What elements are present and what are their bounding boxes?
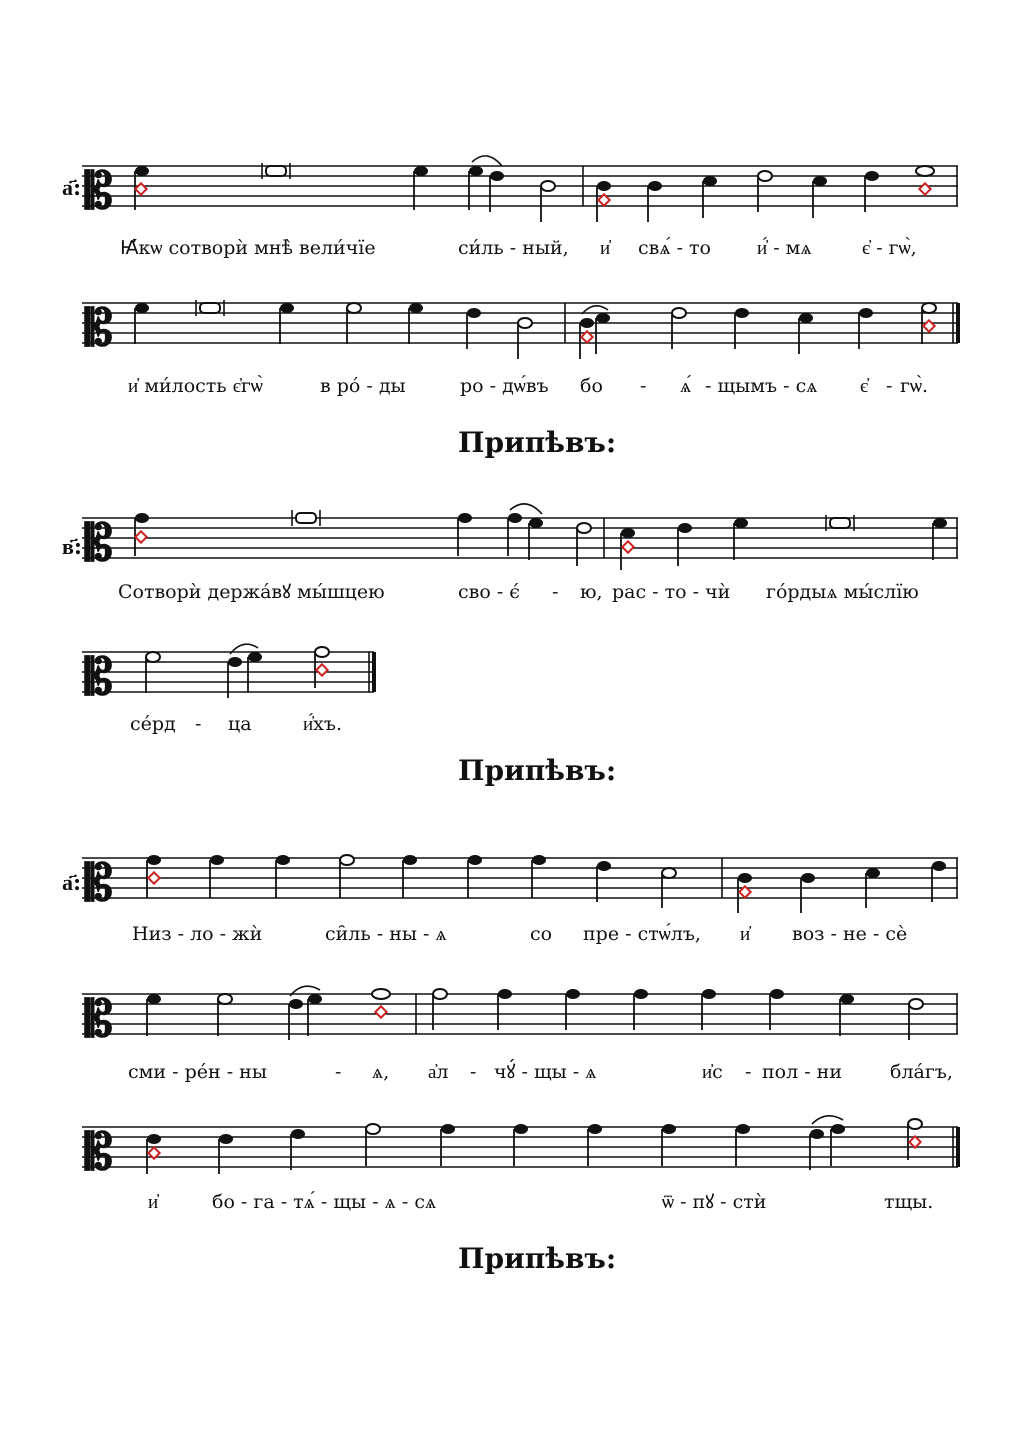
lyric-syllable: є҆ - гѡ̀, — [862, 237, 917, 259]
lyrics-line — [118, 581, 919, 603]
lyric-syllable: бла́гъ, — [890, 1061, 953, 1083]
lyric-syllable: и҆ — [148, 1191, 159, 1213]
lyric-syllable: - щымъ - сѧ — [705, 375, 818, 397]
alto-clef-icon: 𝄡 — [85, 298, 113, 357]
lyric-syllable: ю, — [580, 581, 603, 603]
lyric-syllable: и҆ — [600, 237, 611, 259]
section-number: в҃: — [62, 534, 83, 560]
lyric-syllable: ро - дѡ́въ — [460, 375, 549, 397]
notes — [147, 855, 946, 913]
lyric-syllable: тщы. — [884, 1191, 934, 1213]
lyric-syllable: си̑ль - ны - ѧ — [325, 923, 447, 945]
lyric-syllable: - — [552, 581, 559, 603]
alto-clef-icon: 𝄡 — [85, 989, 113, 1048]
lyric-syllable: ѿ - пꙋ - стѝ — [662, 1191, 767, 1213]
lyric-syllable: Низ - ло - жѝ — [132, 923, 263, 945]
lyric-syllable: - — [335, 1061, 342, 1083]
lyric-syllable: а҆л — [428, 1061, 449, 1083]
section-number: а҃: — [62, 870, 82, 896]
lyric-syllable: - — [640, 375, 647, 397]
refrain-label: Припѣвъ: — [458, 426, 617, 459]
staff-system-2 — [82, 298, 958, 397]
lyric-syllable: и҆́ - мѧ — [757, 237, 812, 259]
alto-clef-icon: 𝄡 — [85, 513, 113, 572]
section-number: а҃: — [62, 175, 82, 201]
alto-clef-icon: 𝄡 — [85, 853, 113, 912]
lyric-syllable: пре - стѡ́лъ, — [583, 923, 701, 945]
lyric-syllable: и҆ — [740, 923, 751, 945]
lyric-syllable: пол - ни — [762, 1061, 842, 1083]
staff-system-6 — [82, 986, 958, 1083]
lyric-syllable: воз - не - сѐ — [792, 923, 908, 945]
lyric-syllable: рас - то - чѝ — [612, 581, 731, 603]
lyric-syllable: и҆́хъ. — [303, 713, 343, 735]
lyric-syllable: - — [886, 375, 893, 397]
lyric-syllable: сво - є́ — [458, 581, 520, 603]
lyric-syllable: в ро́ - ды — [320, 375, 406, 397]
lyric-syllable: го́рдыѧ мы́слїю — [766, 581, 919, 603]
lyric-syllable: бо - га - тѧ́ - щы - ѧ - сѧ — [212, 1191, 437, 1213]
refrain-label: Припѣвъ: — [458, 754, 617, 787]
lyrics-line — [128, 375, 928, 397]
lyrics-line — [120, 237, 917, 259]
lyric-syllable: си́ль - ный, — [458, 237, 569, 259]
lyric-syllable: є҆ — [860, 375, 869, 397]
alto-clef-icon: 𝄡 — [85, 647, 113, 706]
lyrics-line — [132, 923, 907, 945]
lyrics-line — [148, 1191, 933, 1213]
lyric-syllable: ѧ́ — [680, 375, 692, 397]
staff-lines — [82, 994, 958, 1034]
alto-clef-icon: 𝄡 — [85, 161, 113, 220]
lyric-syllable: со — [530, 923, 553, 945]
lyrics-line — [128, 1059, 953, 1083]
lyric-syllable: и҆ ми́лость є҆гѡ̀ — [128, 375, 263, 397]
lyric-syllable: гѡ̀. — [900, 375, 929, 397]
staff-system-7 — [82, 1116, 958, 1213]
lyric-syllable: Сотворѝ держа́вꙋ мы́шцею — [118, 581, 385, 603]
notes — [135, 300, 936, 359]
lyric-syllable: - — [745, 1061, 752, 1083]
lyric-syllable: свѧ́ - то — [638, 237, 711, 259]
staff-system-5 — [62, 853, 958, 945]
staff-lines — [82, 166, 958, 206]
staff-system-3 — [62, 504, 958, 603]
staff-system-1 — [62, 156, 958, 259]
lyric-syllable: бо — [580, 375, 603, 397]
lyric-syllable: и҆с — [702, 1061, 723, 1083]
notes — [135, 504, 947, 570]
lyric-syllable: Ꙗ҆́кѡ сотворѝ мнѣ̀ вели́чїе — [120, 237, 376, 259]
alto-clef-icon: 𝄡 — [85, 1122, 113, 1181]
lyric-syllable: ца — [228, 713, 252, 735]
lyric-syllable: - — [470, 1061, 477, 1083]
refrain-label: Припѣвъ: — [458, 1242, 617, 1275]
lyric-syllable: се́рд — [130, 713, 176, 735]
lyric-syllable: - — [195, 713, 202, 735]
staff-system-4 — [82, 644, 374, 735]
lyric-syllable: чꙋ́ - щы - ѧ — [494, 1061, 597, 1083]
notes — [147, 1116, 922, 1174]
lyric-syllable: сми - ре́н - ны — [128, 1061, 267, 1083]
lyric-syllable: ѧ, — [372, 1061, 390, 1083]
lyrics-line — [130, 713, 342, 735]
